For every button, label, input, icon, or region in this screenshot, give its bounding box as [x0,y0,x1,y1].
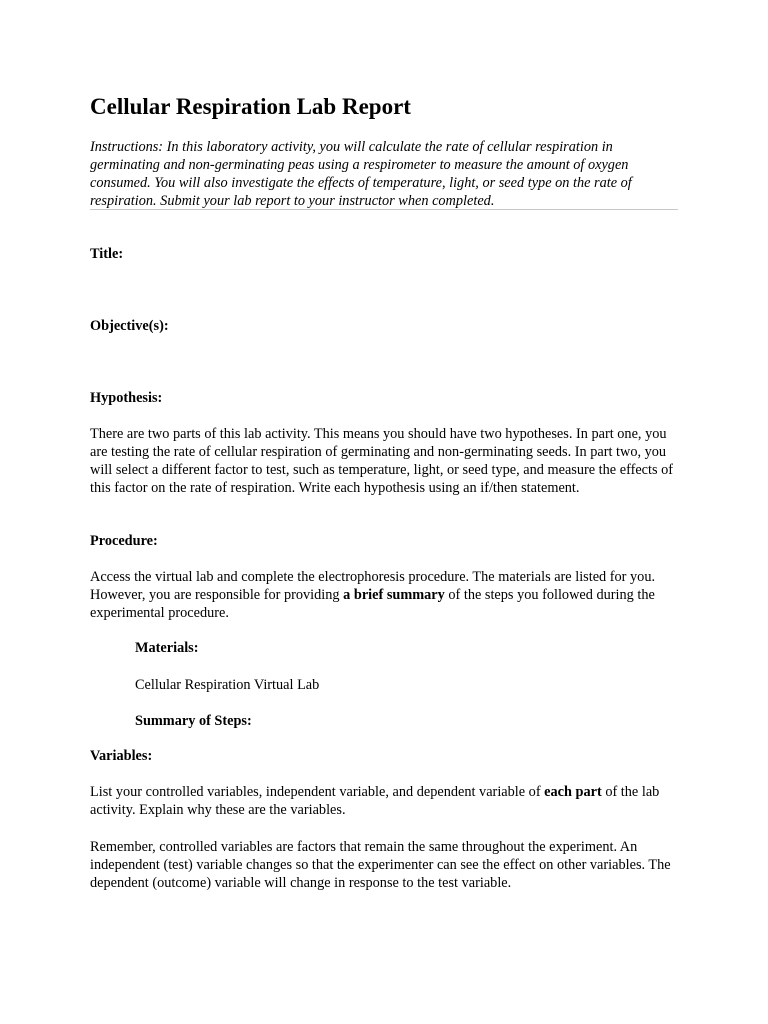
variables-text-emphasis: each part [544,784,602,800]
title-label: Title: [90,246,124,262]
procedure-text-emphasis: a brief summary [343,587,445,603]
document-title: Cellular Respiration Lab Report [90,94,411,119]
materials-item: Cellular Respiration Virtual Lab [135,677,320,693]
variables-text [90,783,680,819]
hypothesis-label: Hypothesis: [90,390,163,406]
procedure-text-start: Access the virtual lab and complete the electrophoresis procedure. The materials are listed for you. However, you are responsible for providing [90,569,656,603]
variables-text-start: List your controlled variables, independent variable, and dependent variable of [90,784,545,800]
summary-of-steps-label: Summary of Steps: [135,713,252,729]
variables-label: Variables: [90,748,153,764]
procedure-text-end: of the steps you followed during the experimental procedure. [90,587,655,621]
remember-text: Remember, controlled variables are factors that remain the same throughout the experiment. An independent (test) variable changes so that the experimenter can see the effect on other variables. The dependent (outcome) variable will change in response to the test variable. [90,839,671,891]
hypothesis-text: There are two parts of this lab activity. This means you should have two hypotheses. In part one, you are testing the rate of cellular respiration of germinating and non-germinating seeds. In part two, you will select a different factor to test, such as temperature, light, or seed type, and measure the effects of this factor on the rate of respiration. Write each hypothesis using an if/then statement. [90,426,674,496]
variables-text-end: of the lab activity. Explain why these are the variables. [90,784,660,818]
materials-label: Materials: [135,640,199,656]
objective-label: Objective(s): [90,318,169,334]
procedure-label: Procedure: [90,533,158,549]
procedure-text [90,568,680,622]
horizontal-divider [90,209,678,210]
instructions-text: Instructions: In this laboratory activity, you will calculate the rate of cellular respiration in germinating and non-germinating peas using a respirometer to measure the amount of oxygen consumed. You will also investigate the effects of temperature, light, or seed type on the rate of respiration. Submit your lab report to your instructor when completed. [90,139,632,209]
